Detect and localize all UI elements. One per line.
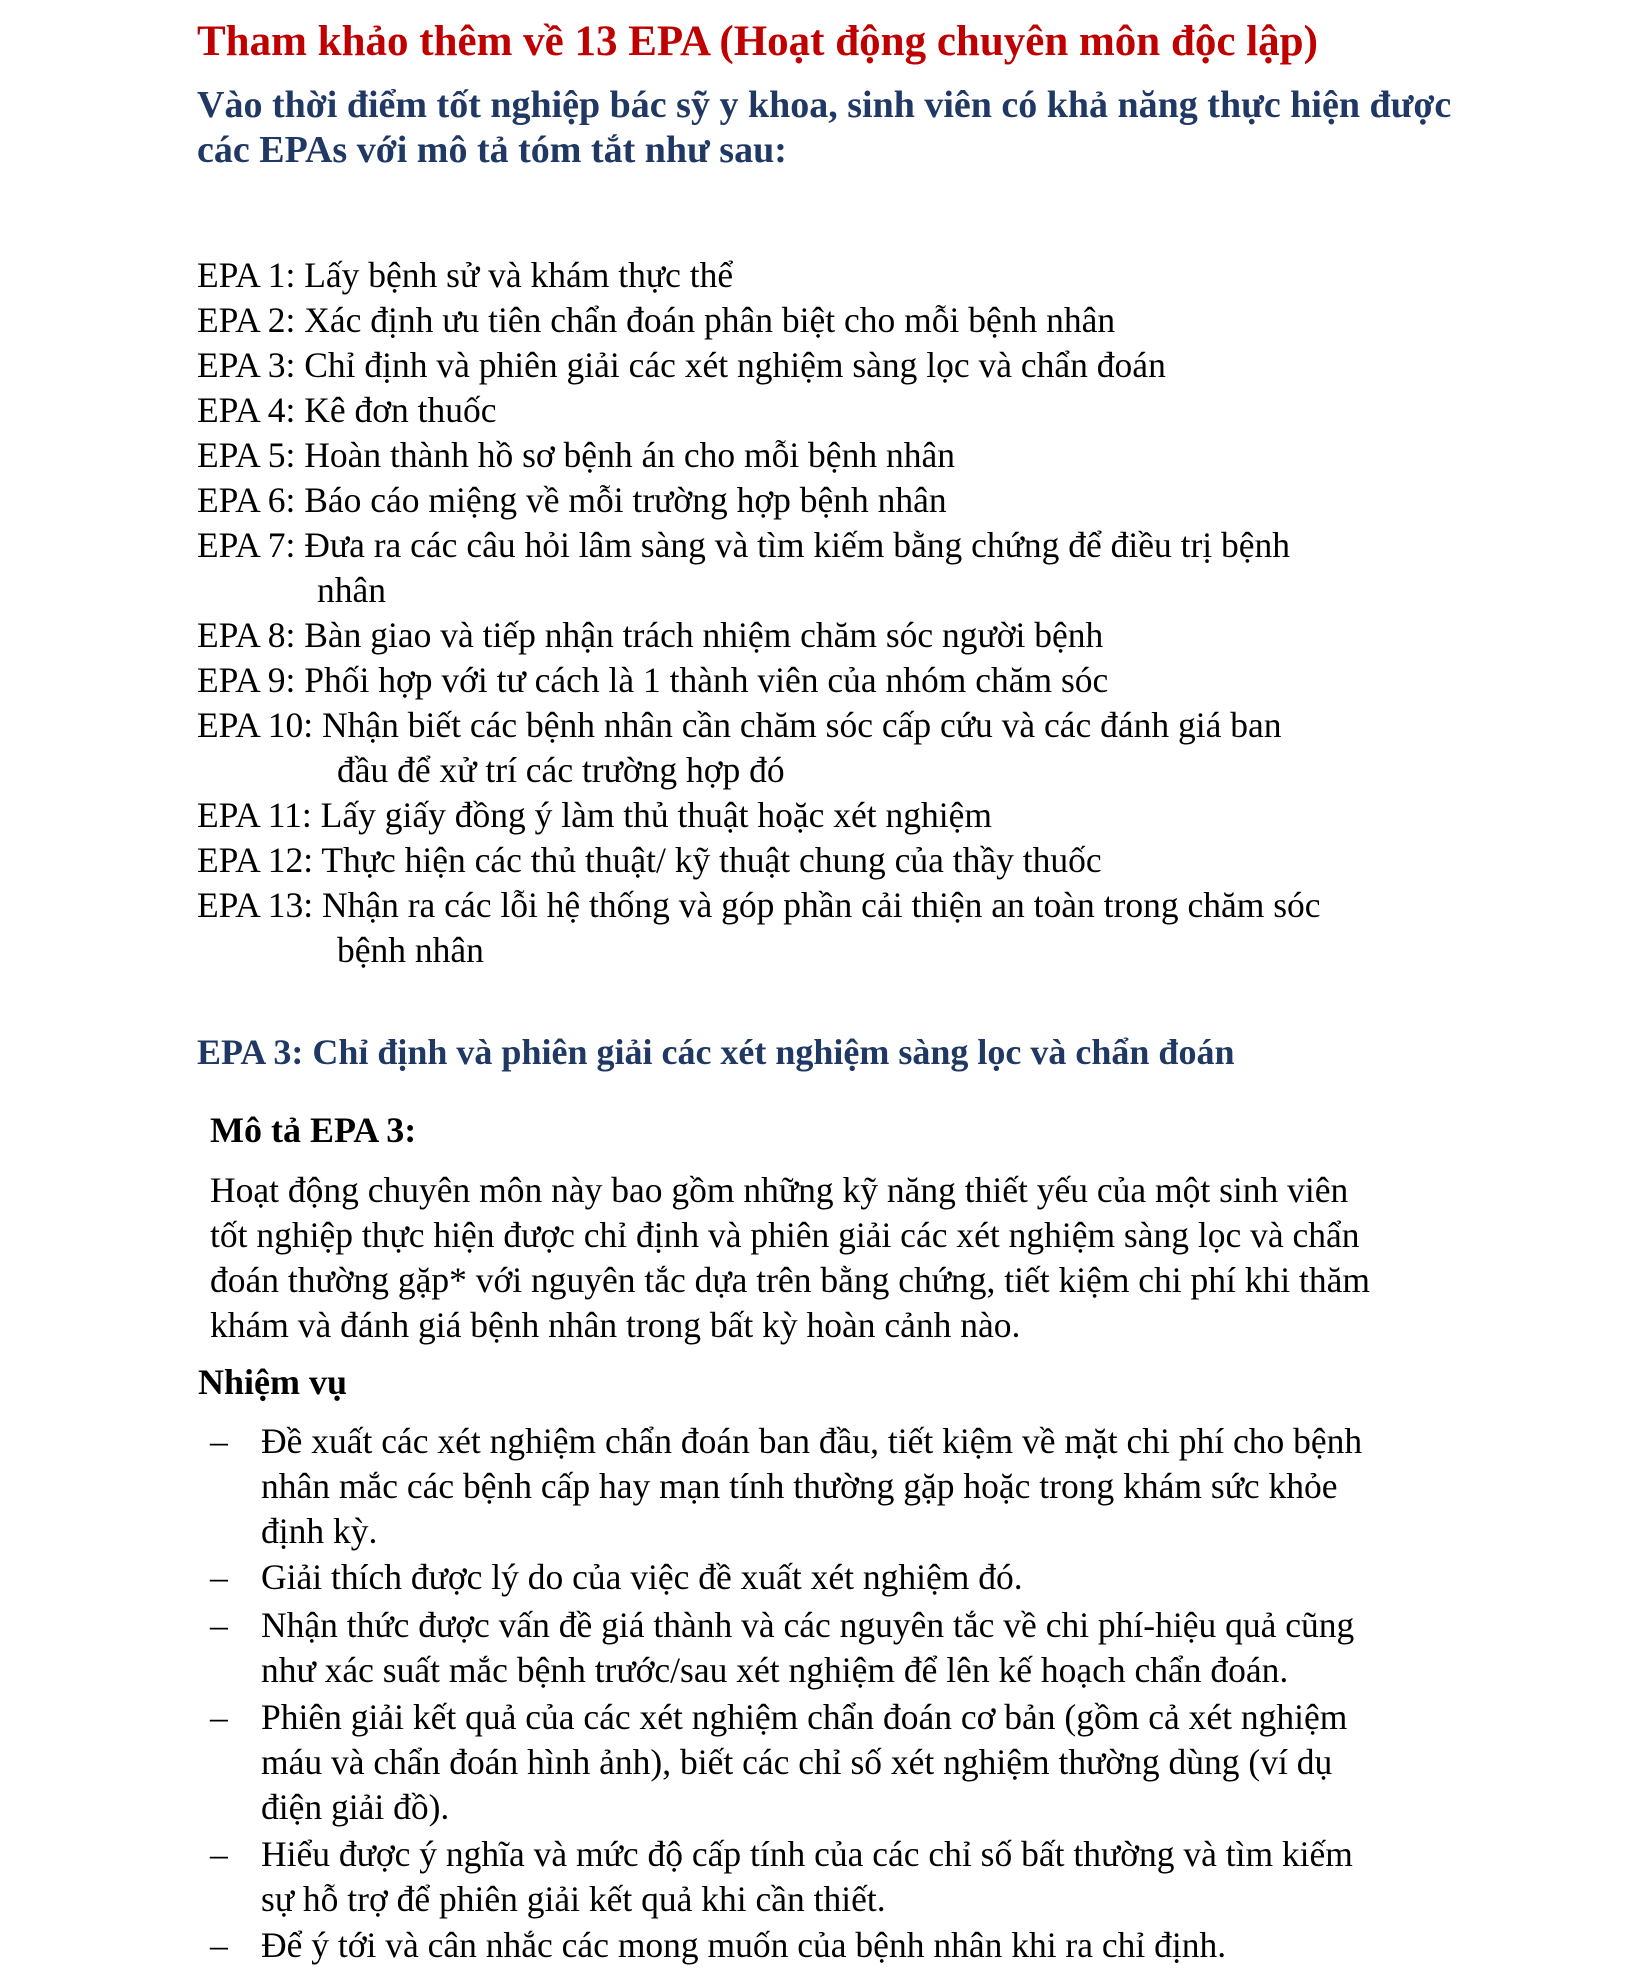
epa-item-7: EPA 7: Đưa ra các câu hỏi lâm sàng và tìm kiếm bằng chứng để điều trị bệnh (197, 525, 1291, 565)
task-1-line-3: định kỳ. (261, 1511, 378, 1551)
section-heading: EPA 3: Chỉ định và phiên giải các xét nghiệm sàng lọc và chẩn đoán (197, 1032, 1235, 1072)
intro-line-1: Vào thời điểm tốt nghiệp bác sỹ y khoa, sinh viên có khả năng thực hiện được (197, 84, 1452, 126)
task-3-line-2: như xác suất mắc bệnh trước/sau xét nghiệm để lên kế hoạch chẩn đoán. (261, 1650, 1289, 1690)
page-title: Tham khảo thêm về 13 EPA (Hoạt động chuyên môn độc lập) (197, 18, 1318, 65)
bullet-dash-icon: – (210, 1421, 228, 1461)
epa-item-13-cont: bệnh nhân (337, 930, 484, 970)
epa-item-9: EPA 9: Phối hợp với tư cách là 1 thành viên của nhóm chăm sóc (197, 660, 1109, 700)
epa-item-12: EPA 12: Thực hiện các thủ thuật/ kỹ thuật chung của thầy thuốc (197, 840, 1102, 880)
task-3-line-1: Nhận thức được vấn đề giá thành và các nguyên tắc về chi phí-hiệu quả cũng (261, 1605, 1355, 1645)
description-line-3: đoán thường gặp* với nguyên tắc dựa trên bằng chứng, tiết kiệm chi phí khi thăm (210, 1260, 1371, 1300)
tasks-label: Nhiệm vụ (198, 1362, 348, 1402)
intro-line-2: các EPAs với mô tả tóm tắt như sau: (197, 129, 787, 171)
task-1-line-2: nhân mắc các bệnh cấp hay mạn tính thường gặp hoặc trong khám sức khỏe (261, 1466, 1338, 1506)
bullet-dash-icon: – (210, 1925, 228, 1965)
task-4-line-3: điện giải đồ). (261, 1787, 450, 1827)
task-6-line-1: Để ý tới và cân nhắc các mong muốn của bệnh nhân khi ra chỉ định. (261, 1925, 1227, 1965)
epa-item-13: EPA 13: Nhận ra các lỗi hệ thống và góp phần cải thiện an toàn trong chăm sóc (197, 885, 1321, 925)
epa-item-3: EPA 3: Chỉ định và phiên giải các xét nghiệm sàng lọc và chẩn đoán (197, 345, 1166, 385)
task-5-line-2: sự hỗ trợ để phiên giải kết quả khi cần thiết. (261, 1879, 886, 1919)
task-4-line-2: máu và chẩn đoán hình ảnh), biết các chỉ số xét nghiệm thường dùng (ví dụ (261, 1742, 1333, 1782)
description-line-2: tốt nghiệp thực hiện được chỉ định và phiên giải các xét nghiệm sàng lọc và chẩn (210, 1215, 1360, 1255)
task-5-line-1: Hiểu được ý nghĩa và mức độ cấp tính của các chỉ số bất thường và tìm kiếm (261, 1834, 1353, 1874)
task-2-line-1: Giải thích được lý do của việc đề xuất xét nghiệm đó. (261, 1557, 1023, 1597)
epa-item-10: EPA 10: Nhận biết các bệnh nhân cần chăm sóc cấp cứu và các đánh giá ban (197, 705, 1282, 745)
bullet-dash-icon: – (210, 1557, 228, 1597)
epa-item-7-cont: nhân (317, 570, 387, 610)
task-4-line-1: Phiên giải kết quả của các xét nghiệm chẩn đoán cơ bản (gồm cả xét nghiệm (261, 1697, 1348, 1737)
description-line-4: khám và đánh giá bệnh nhân trong bất kỳ hoàn cảnh nào. (210, 1305, 1021, 1345)
task-1-line-1: Đề xuất các xét nghiệm chẩn đoán ban đầu, tiết kiệm về mặt chi phí cho bệnh (261, 1421, 1363, 1461)
epa-item-2: EPA 2: Xác định ưu tiên chẩn đoán phân biệt cho mỗi bệnh nhân (197, 300, 1116, 340)
epa-item-6: EPA 6: Báo cáo miệng về mỗi trường hợp bệnh nhân (197, 480, 947, 520)
epa-item-5: EPA 5: Hoàn thành hồ sơ bệnh án cho mỗi bệnh nhân (197, 435, 955, 475)
bullet-dash-icon: – (210, 1834, 228, 1874)
description-label: Mô tả EPA 3: (210, 1110, 417, 1150)
bullet-dash-icon: – (210, 1697, 228, 1737)
bullet-dash-icon: – (210, 1605, 228, 1645)
epa-item-4: EPA 4: Kê đơn thuốc (197, 390, 497, 430)
description-line-1: Hoạt động chuyên môn này bao gồm những kỹ năng thiết yếu của một sinh viên (210, 1170, 1349, 1210)
epa-item-8: EPA 8: Bàn giao và tiếp nhận trách nhiệm chăm sóc người bệnh (197, 615, 1104, 655)
epa-item-1: EPA 1: Lấy bệnh sử và khám thực thể (197, 255, 734, 295)
epa-item-10-cont: đầu để xử trí các trường hợp đó (337, 750, 785, 790)
epa-item-11: EPA 11: Lấy giấy đồng ý làm thủ thuật hoặc xét nghiệm (197, 795, 993, 835)
